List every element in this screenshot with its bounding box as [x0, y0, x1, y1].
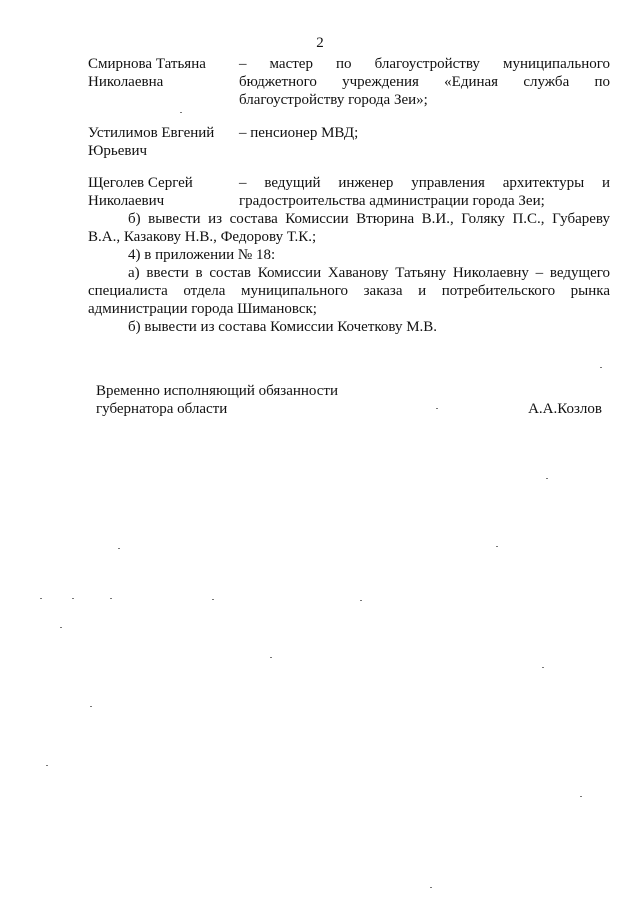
scan-speck — [600, 367, 602, 368]
paragraph-add-member: а) ввести в состав Комиссии Хаванову Татьяну Николаевну – ведущего специалиста отдела муниципального заказа и потребительского рынка администрации города Шимановск; — [88, 265, 610, 317]
member-name: Щеголев Сергей Николаевич — [88, 175, 193, 209]
scan-speck — [40, 598, 42, 599]
scan-speck — [436, 408, 438, 409]
scan-speck — [72, 598, 74, 599]
member-description: – пенсионер МВД; — [239, 125, 359, 141]
member-name: Смирнова Татьяна Николаевна — [88, 56, 206, 90]
paragraph-appendix-18: 4) в приложении № 18: — [128, 247, 276, 263]
scan-speck — [270, 657, 272, 658]
scan-speck — [180, 112, 182, 113]
paragraph-remove-members: б) вывести из состава Комиссии Втюрина В.И., Голяку П.С., Губареву В.А., Казакову Н.В., Федорову Т.К.; — [88, 211, 610, 245]
scan-speck — [546, 478, 548, 479]
page-number: 2 — [316, 35, 324, 51]
scan-speck — [360, 600, 362, 601]
signature-name: А.А.Козлов — [528, 401, 602, 417]
signature-position: Временно исполняющий обязанности губернатора области — [96, 383, 339, 417]
member-description: – ведущий инженер управления архитектуры и градостроительства администрации города Зеи; — [239, 175, 610, 209]
scan-speck — [430, 887, 432, 888]
member-name: Устилимов Евгений Юрьевич — [88, 125, 215, 159]
scan-speck — [60, 627, 62, 628]
scan-speck — [212, 599, 214, 600]
scan-speck — [496, 546, 498, 547]
scan-speck — [118, 548, 120, 549]
scan-speck — [542, 667, 544, 668]
scan-speck — [110, 598, 112, 599]
paragraph-remove-member: б) вывести из состава Комиссии Кочеткову М.В. — [128, 319, 438, 335]
scan-speck — [90, 706, 92, 707]
scan-speck — [580, 796, 582, 797]
member-description: – мастер по благоустройству муниципального бюджетного учреждения «Единая служба по благоустройству города Зеи»; — [239, 56, 610, 108]
scan-speck — [46, 765, 48, 766]
